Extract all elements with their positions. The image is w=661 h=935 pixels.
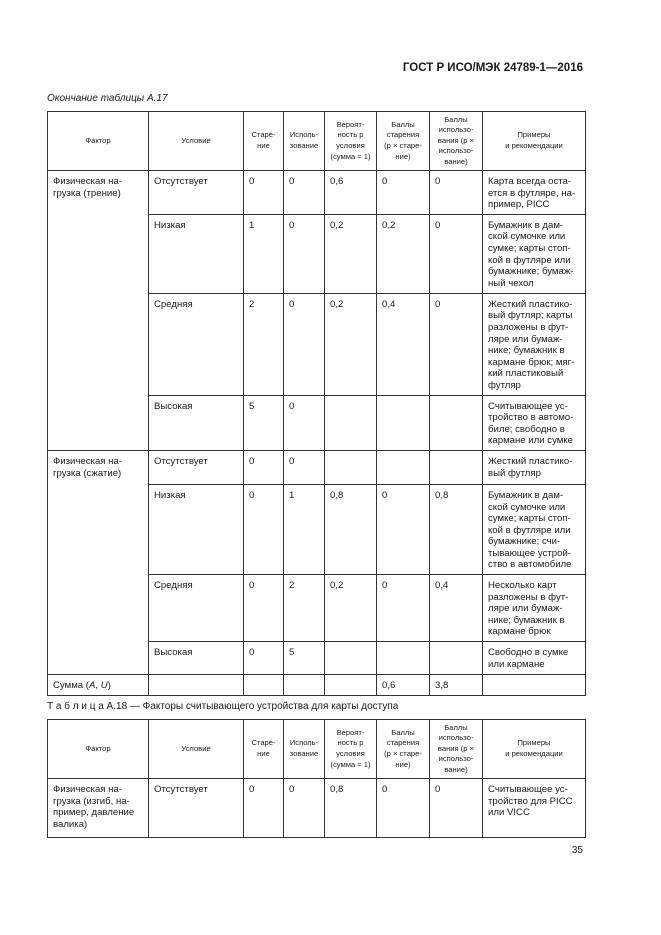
prob-cell — [325, 395, 377, 450]
empty-cell — [284, 675, 325, 696]
usage-cell: 0 — [284, 171, 325, 215]
header-cell: Примеры и рекомендации — [483, 720, 586, 779]
usage-score-cell — [430, 395, 483, 450]
condition-cell: Отсутствует — [149, 171, 244, 215]
header-cell: Старе- ние — [244, 720, 284, 779]
usage-score-cell: 0 — [430, 214, 483, 293]
header-cell: Старе- ние — [244, 112, 284, 171]
header-cell: Примеры и рекомендации — [483, 112, 586, 171]
condition-cell: Отсутствует — [149, 450, 244, 484]
aging-score-cell — [377, 642, 430, 675]
sum-label-a: A — [89, 680, 96, 692]
table-body — [48, 171, 586, 696]
usage-cell: 1 — [284, 484, 325, 574]
table-a17 — [47, 111, 586, 696]
empty-cell — [483, 675, 586, 696]
header-cell: Фактор — [48, 112, 149, 171]
header-cell: Баллы старения (p × старе- ние) — [377, 720, 430, 779]
usage-cell: 0 — [284, 214, 325, 293]
table-body — [48, 779, 586, 838]
condition-cell: Высокая — [149, 642, 244, 675]
condition-cell: Средняя — [149, 575, 244, 642]
usage-cell: 5 — [284, 642, 325, 675]
header-cell: Вероят- ность p условия (сумма = 1) — [325, 720, 377, 779]
header-cell: Вероят- ность p условия (сумма = 1) — [325, 112, 377, 171]
factor-cell: Физическая на- грузка (сжатие) — [48, 450, 149, 674]
examples-cell: Считывающее ус- тройство в автомо- биле; свободно в кармане или сумке — [483, 395, 586, 450]
prob-cell: 0,2 — [325, 214, 377, 293]
aging-score-cell: 0 — [377, 575, 430, 642]
aging-score-cell: 0 — [377, 484, 430, 574]
header-cell: Условие — [149, 112, 244, 171]
examples-cell: Бумажник в дам- ской сумочке или сумке; карты стоп- кой в футляре или бумажнике; бумаж- ный чехол — [483, 214, 586, 293]
aging-cell: 0 — [244, 450, 284, 484]
table-a18-caption: Т а б л и ц а А.18 — Факторы считывающего устройства для карты доступа — [47, 701, 399, 712]
factor-cell: Физическая на- грузка (изгиб, на- пример, давление валика) — [48, 779, 149, 838]
table-header-row — [48, 112, 586, 171]
aging-cell: 5 — [244, 395, 284, 450]
usage-score-cell: 0 — [430, 293, 483, 395]
prob-cell: 0,6 — [325, 171, 377, 215]
condition-cell: Средняя — [149, 293, 244, 395]
sum-usage-score: 3,8 — [430, 675, 483, 696]
usage-score-cell — [430, 450, 483, 484]
examples-cell: Считывающее ус- тройство для PICC или VICC — [483, 779, 586, 838]
header-cell: Баллы старения (p × старе- ние) — [377, 112, 430, 171]
sum-aging-score: 0,6 — [377, 675, 430, 696]
examples-cell: Жесткий пластико- вый футляр; карты разложены в фут- ляре или бумаж- нике; бумажник в кармане брюк; мяг- кий пластиковый футляр — [483, 293, 586, 395]
examples-cell: Свободно в сумке или кармане — [483, 642, 586, 675]
aging-cell: 0 — [244, 642, 284, 675]
empty-cell — [149, 675, 244, 696]
usage-score-cell: 0 — [430, 171, 483, 215]
aging-cell: 0 — [244, 575, 284, 642]
usage-score-cell: 0 — [430, 779, 483, 838]
factor-cell: Физическая на- грузка (трение) — [48, 171, 149, 451]
prob-cell: 0,8 — [325, 484, 377, 574]
prob-cell: 0,2 — [325, 293, 377, 395]
empty-cell — [325, 675, 377, 696]
aging-cell: 1 — [244, 214, 284, 293]
aging-score-cell — [377, 395, 430, 450]
usage-cell: 0 — [284, 450, 325, 484]
usage-score-cell — [430, 642, 483, 675]
empty-cell — [244, 675, 284, 696]
page-number: 35 — [571, 845, 583, 856]
aging-score-cell: 0 — [377, 171, 430, 215]
table-row — [48, 171, 586, 215]
aging-cell: 0 — [244, 779, 284, 838]
sum-label-u: U — [100, 680, 108, 692]
aging-score-cell: 0 — [377, 779, 430, 838]
examples-cell: Бумажник в дам- ской сумочке или сумке; карты стоп- кой в футляре или бумажнике; счи- тывающее устрой- ство в автомобиле — [483, 484, 586, 574]
usage-score-cell: 0,8 — [430, 484, 483, 574]
usage-cell: 0 — [284, 779, 325, 838]
examples-cell: Жесткий пластико- вый футляр — [483, 450, 586, 484]
examples-cell: Карта всегда оста- ется в футляре, на- пример, PICC — [483, 171, 586, 215]
document-code: ГОСТ Р ИСО/МЭК 24789-1—2016 — [402, 62, 583, 74]
table-row — [48, 450, 586, 484]
aging-cell: 2 — [244, 293, 284, 395]
usage-cell: 0 — [284, 395, 325, 450]
table-row — [48, 779, 586, 838]
header-cell: Условие — [149, 720, 244, 779]
aging-cell: 0 — [244, 171, 284, 215]
header-cell: Баллы использо- вания (p × использо- вание) — [430, 112, 483, 171]
examples-cell: Несколько карт разложены в фут- ляре или бумаж- нике; бумажник в кармане брюк — [483, 575, 586, 642]
aging-cell: 0 — [244, 484, 284, 574]
sum-row — [48, 675, 586, 696]
header-cell: Фактор — [48, 720, 149, 779]
usage-cell: 0 — [284, 293, 325, 395]
prob-cell — [325, 642, 377, 675]
table-header-row — [48, 720, 586, 779]
header-cell: Баллы использо- вания (p × использо- вание) — [430, 720, 483, 779]
table-continuation-caption: Окончание таблицы А.17 — [47, 93, 168, 104]
condition-cell: Высокая — [149, 395, 244, 450]
table-a18 — [47, 719, 586, 838]
condition-cell: Отсутствует — [149, 779, 244, 838]
prob-cell: 0,2 — [325, 575, 377, 642]
sum-label-cell: Сумма (A, U) — [48, 675, 149, 696]
aging-score-cell: 0,4 — [377, 293, 430, 395]
usage-cell: 2 — [284, 575, 325, 642]
prob-cell — [325, 450, 377, 484]
condition-cell: Низкая — [149, 214, 244, 293]
condition-cell: Низкая — [149, 484, 244, 574]
header-cell: Исполь- зование — [284, 112, 325, 171]
header-cell: Исполь- зование — [284, 720, 325, 779]
usage-score-cell: 0,4 — [430, 575, 483, 642]
prob-cell: 0,8 — [325, 779, 377, 838]
aging-score-cell: 0,2 — [377, 214, 430, 293]
aging-score-cell — [377, 450, 430, 484]
